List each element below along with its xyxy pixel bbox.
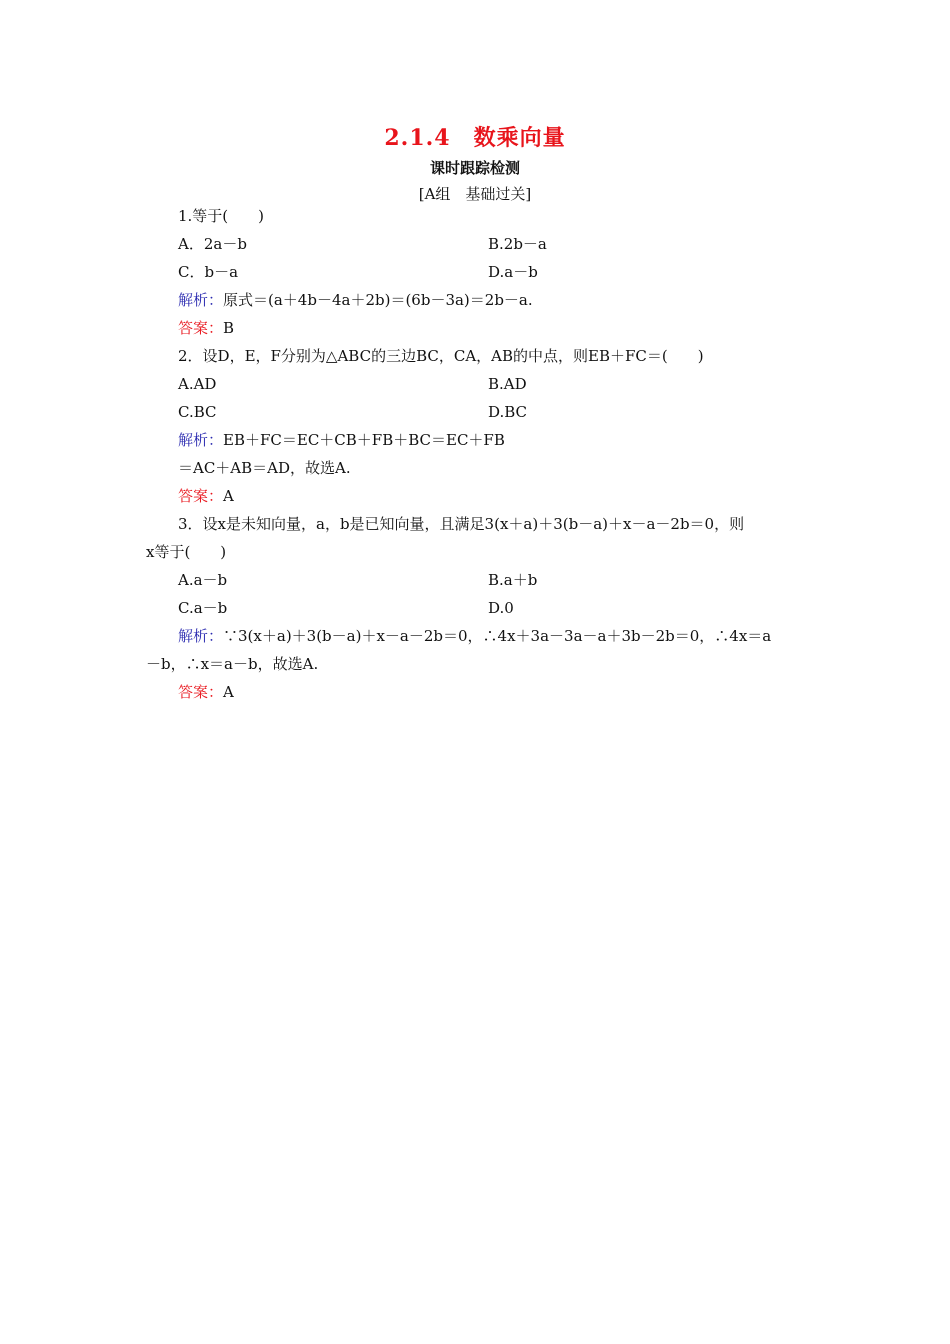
q3-analysis [178, 626, 771, 646]
q2-option-a: A.AD [178, 375, 217, 393]
q2-analysis [178, 430, 505, 450]
q3-option-b: B.a＋b [488, 571, 538, 589]
q3-answer [178, 682, 234, 702]
page-title: 2.1.4 数乘向量 [384, 125, 566, 151]
q2-analysis-label: 解析： [178, 431, 224, 449]
q1-analysis [178, 290, 533, 310]
q2-analysis-text-2: ＝AC＋AB＝AD，故选A. [178, 459, 351, 477]
q1-option-d: D.a－b [488, 263, 538, 281]
q3-option-a: A.a－b [178, 571, 228, 589]
q3-analysis-text-2: －b，∴x＝a－b，故选A. [146, 655, 319, 673]
group-heading: [A组 基础过关] [418, 185, 532, 203]
q1-answer-value: B [223, 319, 235, 337]
q2-option-c: C.BC [178, 403, 217, 421]
q1-option-b: B.2b－a [488, 235, 547, 253]
q1-option-a: A．2a－b [178, 235, 247, 253]
q2-analysis-text-1: EB＋FC＝EC＋CB＋FB＋BC＝EC＋FB [223, 431, 505, 449]
q3-analysis-text-1: ∵3(x＋a)＋3(b－a)＋x－a－2b＝0，∴4x＋3a－3a－a＋3b－2b＝0，∴4x＝a [223, 627, 772, 645]
q3-option-d: D.0 [488, 599, 514, 617]
q3-analysis-label: 解析： [178, 627, 224, 645]
q1-answer [178, 318, 234, 338]
q1-analysis-text: 原式＝(a＋4b－4a＋2b)＝(6b－3a)＝2b－a. [223, 291, 533, 309]
q3-answer-label: 答案： [178, 683, 224, 701]
q1-stem: 1.等于( ) [178, 207, 265, 225]
q1-answer-label: 答案： [178, 319, 224, 337]
q1-option-c: C．b－a [178, 263, 239, 281]
q2-stem: 2．设D，E，F分别为△ABC的三边BC，CA，AB的中点，则EB＋FC＝( ) [178, 347, 704, 365]
q2-answer [178, 486, 234, 506]
q2-option-b: B.AD [488, 375, 527, 393]
q3-stem-2: x等于( ) [146, 543, 227, 561]
q3-answer-value: A [223, 683, 234, 701]
q2-answer-label: 答案： [178, 487, 224, 505]
q2-answer-value: A [223, 487, 234, 505]
q1-analysis-label: 解析： [178, 291, 224, 309]
q3-stem-1: 3．设x是未知向量，a，b是已知向量，且满足3(x＋a)＋3(b－a)＋x－a－2b＝0，则 [178, 515, 745, 533]
page-subtitle: 课时跟踪检测 [429, 159, 520, 177]
q2-option-d: D.BC [488, 403, 528, 421]
q3-option-c: C.a－b [178, 599, 228, 617]
